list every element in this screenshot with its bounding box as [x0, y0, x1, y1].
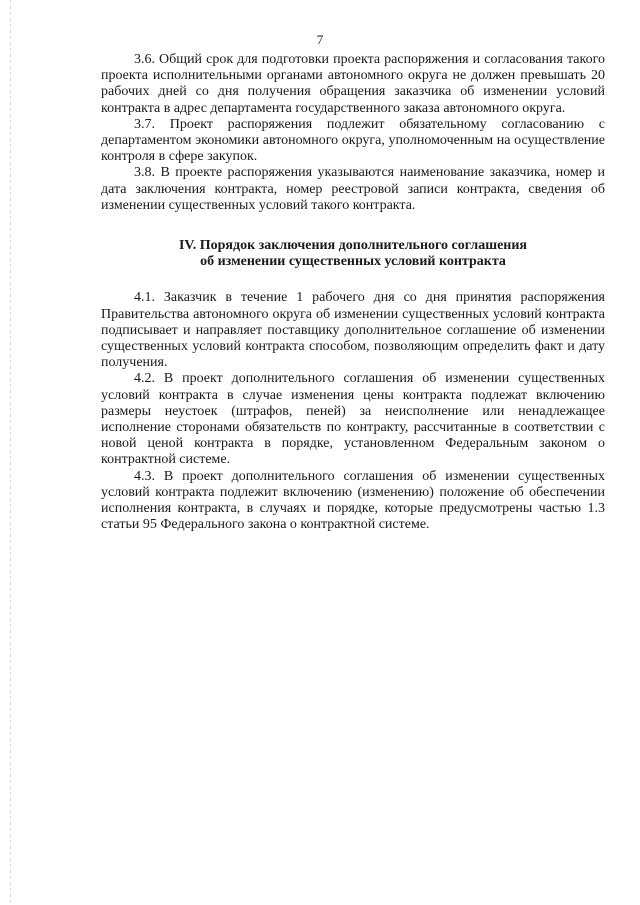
section-heading: [101, 238, 605, 270]
paragraph-4-1: 4.1. Заказчик в течение 1 рабочего дня со дня принятия распоряжения Правительства автономного округа об изменении существенных условий контракта подписывает и направляет поставщику дополнительное соглашение об изменении существенных условий контракта способом, позволяющим определить факт и дату получения.: [101, 290, 605, 371]
page-number: 7: [316, 32, 324, 47]
paragraph-3-6: 3.6. Общий срок для подготовки проекта распоряжения и согласования такого проекта исполнительными органами автономного округа не должен превышать 20 рабочих дней со дня получения обращения заказчика об изменении условий контракта в адрес департамента государственного заказа автономного округа.: [101, 52, 605, 116]
section-heading-line-2: об изменении существенных условий контракта: [200, 254, 506, 270]
paragraph-4-2: 4.2. В проект дополнительного соглашения об изменении существенных условий контракта в случае изменения цены контракта подлежат включению размеры неустоек (штрафов, пеней) за неисполнение или ненадлежащее исполнение сторонами обязательств по контракту, рассчитанные в соответствии с новой ценой контракта в порядке, установленном Федеральным законом о контрактной системе.: [101, 371, 605, 468]
scan-margin-line: [10, 0, 11, 905]
paragraph-3-7: 3.7. Проект распоряжения подлежит обязательному согласованию с департаментом экономики автономного округа, уполномоченным на осуществление контроля в сфере закупок.: [101, 116, 605, 165]
section-heading-line-1: IV. Порядок заключения дополнительного соглашения: [178, 238, 527, 254]
document-body: [101, 52, 605, 533]
paragraph-3-8: 3.8. В проекте распоряжения указываются наименование заказчика, номер и дата заключения контракта, номер реестровой записи контракта, сведения об изменении существенных условий такого контракта.: [101, 165, 605, 213]
paragraph-4-3: 4.3. В проект дополнительного соглашения об изменении существенных условий контракта подлежит включению (изменению) положение об обеспечении исполнения контракта, в случаях и порядке, которые предусмотрены частью 1.3 статьи 95 Федерального закона о контрактной системе.: [101, 468, 605, 533]
